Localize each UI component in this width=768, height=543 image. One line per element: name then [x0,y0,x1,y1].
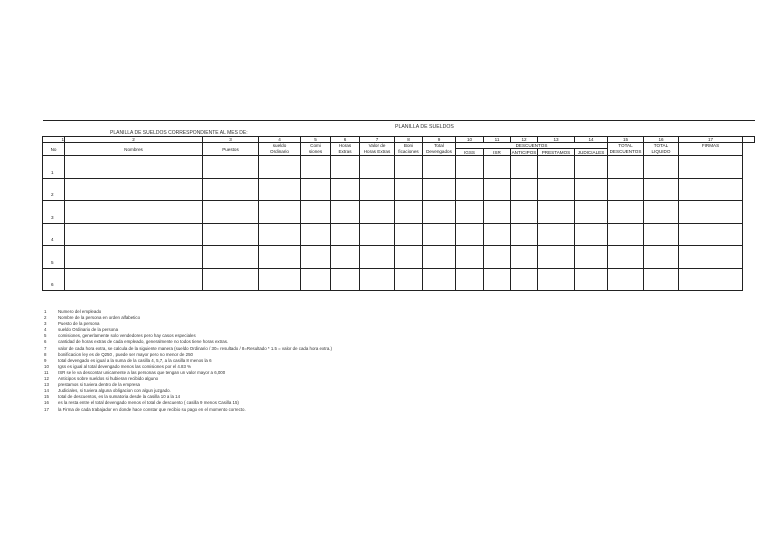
col-num-6: 6 [331,137,360,143]
col-num-4: 4 [259,137,301,143]
row-extra-cell [743,268,755,291]
table-cell[interactable] [679,178,743,201]
header-total-bottom: Devengados [423,149,456,156]
note-text: bonificacion ley es de Q250 , puede ser mayor pero no menor de 250 [58,351,193,357]
table-cell[interactable] [203,156,259,179]
note-text: Anticipos sobre sueldos si hubieran recibido alguno [58,376,159,382]
header-total-liq-bottom: LIQUIDO [644,149,679,156]
table-cell[interactable] [575,268,608,291]
table-cell[interactable] [575,156,608,179]
col-num-15: 15 [608,137,644,143]
note-number: 6 [44,339,47,345]
table-cell[interactable] [456,223,484,246]
header-bonif-bottom: ficaciones [395,149,423,156]
table-cell[interactable] [423,268,456,291]
table-cell[interactable] [203,268,259,291]
table-cell[interactable] [423,156,456,179]
table-cell[interactable] [301,223,331,246]
table-cell[interactable] [608,268,644,291]
header-bonif-top: Boni [395,143,423,149]
table-cell[interactable] [456,156,484,179]
header-sueldo-top: sueldo [259,143,301,149]
note-text: Igss es igual al total devengado menos las comisiones por el 4.83 % [58,363,192,369]
note-number: 11 [44,369,49,375]
header-firmas: FIRMAS [679,143,743,156]
note-text: sueldo Ordinario de la persona [58,327,119,333]
col-num-5: 5 [301,137,331,143]
row-number: 4 [43,223,65,246]
table-cell[interactable] [575,178,608,201]
note-number: 17 [44,406,49,412]
table-cell[interactable] [679,201,743,224]
table-cell[interactable] [484,246,511,269]
header-comisiones-top: Comi [301,143,331,149]
table-cell[interactable] [331,268,360,291]
table-cell[interactable] [331,223,360,246]
table-row [43,201,755,224]
note-item [44,407,332,413]
note-text: comisiones, generlamente solo vendedores pero hay casos especiales [58,333,196,339]
col-num-14: 14 [575,137,608,143]
title-row [43,121,755,137]
header-extra [743,143,755,156]
employee-rows [43,156,755,291]
table-row [43,223,755,246]
table-cell[interactable] [538,156,575,179]
header-valor-bottom: Horas Extras [360,149,395,156]
row-number: 6 [43,268,65,291]
note-text: Judiciales, si tuviera alguna obligacion con algun juzgado. [58,388,171,394]
header-total-liq-top: TOTAL [644,143,679,149]
table-cell[interactable] [511,268,538,291]
table-row [43,246,755,269]
sheet-title: PLANILLA DE SUELDOS [395,124,454,130]
table-cell[interactable] [203,223,259,246]
header-anticipos: ANTICIPOS [511,149,537,155]
table-cell[interactable] [538,201,575,224]
note-number: 5 [44,333,47,339]
note-number: 2 [44,315,47,321]
table-cell[interactable] [679,223,743,246]
table-cell[interactable] [65,156,203,179]
table-cell[interactable] [679,268,743,291]
table-cell[interactable] [259,178,301,201]
col-num-16: 16 [644,137,679,143]
payroll-table [42,120,755,291]
row-number: 3 [43,201,65,224]
table-cell[interactable] [679,156,743,179]
col-num-11: 11 [484,137,511,143]
table-cell[interactable] [331,246,360,269]
table-row [43,156,755,179]
table-cell[interactable] [575,223,608,246]
header-total-top: Total [423,143,456,149]
row-number: 1 [43,156,65,179]
table-cell[interactable] [511,156,538,179]
table-cell[interactable] [360,268,395,291]
row-extra-cell [743,223,755,246]
table-cell[interactable] [608,201,644,224]
row-extra-cell [743,178,755,201]
table-cell[interactable] [203,178,259,201]
table-cell[interactable] [395,268,423,291]
note-text: total devengado es igual a la suma de la casilla 4, 5,7, a la casilla 8 menos la 6 [58,357,212,363]
row-extra-cell [743,246,755,269]
table-cell[interactable] [395,201,423,224]
table-cell[interactable] [301,178,331,201]
note-number: 10 [44,363,49,369]
note-number: 14 [44,388,49,394]
table-cell[interactable] [644,268,679,291]
table-cell[interactable] [644,156,679,179]
col-num-17: 17 [679,137,743,143]
header-sueldo-bottom: Ordinario [259,149,301,156]
table-cell[interactable] [65,246,203,269]
table-cell[interactable] [608,178,644,201]
note-text: la Firma de cada trabajador en donde hace constar que recibio su pago en el momento correcto. [58,406,246,412]
table-cell[interactable] [259,201,301,224]
col-num-7: 7 [360,137,395,143]
table-cell[interactable] [65,268,203,291]
table-cell[interactable] [456,201,484,224]
table-cell[interactable] [395,156,423,179]
table-cell[interactable] [423,246,456,269]
table-cell[interactable] [484,223,511,246]
table-cell[interactable] [575,201,608,224]
note-number: 12 [44,376,49,382]
header-total-desc-top: TOTAL [608,143,644,149]
table-cell[interactable] [360,156,395,179]
note-number: 16 [44,400,49,406]
table-cell[interactable] [538,246,575,269]
table-cell[interactable] [203,246,259,269]
header-valor-top: Valor de [360,143,395,149]
table-cell[interactable] [360,246,395,269]
table-cell[interactable] [608,223,644,246]
table-cell[interactable] [608,246,644,269]
table-cell[interactable] [423,223,456,246]
header-horas-top: Horas [331,143,360,149]
header-puestos: Puestos [203,143,259,156]
note-number: 4 [44,327,47,333]
table-row [43,268,755,291]
table-cell[interactable] [484,201,511,224]
row-extra-cell [743,201,755,224]
header-nombres: Nombres [65,143,203,156]
note-text: es la resta entre el total devengado menos el total de descuento ( casilla 9 menos Casilla 15) [58,400,239,406]
table-cell[interactable] [511,201,538,224]
note-number: 8 [44,351,47,357]
table-cell[interactable] [575,246,608,269]
table-cell[interactable] [395,178,423,201]
note-number: 9 [44,357,47,363]
note-number: 7 [44,345,47,351]
header-isr: ISR [484,149,511,156]
table-cell[interactable] [259,246,301,269]
header-total-desc-bottom: DESCUENTOS [608,149,644,156]
table-cell[interactable] [644,223,679,246]
table-cell[interactable] [259,223,301,246]
note-number: 13 [44,382,49,388]
table-cell[interactable] [331,201,360,224]
table-cell[interactable] [456,246,484,269]
table-cell[interactable] [301,246,331,269]
table-cell[interactable] [511,223,538,246]
table-cell[interactable] [511,246,538,269]
table-cell[interactable] [484,178,511,201]
table-cell[interactable] [644,178,679,201]
table-cell[interactable] [395,246,423,269]
table-cell[interactable] [538,268,575,291]
header-no: No [43,143,65,156]
table-cell[interactable] [203,201,259,224]
row-number: 2 [43,178,65,201]
col-num-13: 13 [538,137,575,143]
note-text: Numero del empleado [58,309,102,314]
note-number: 1 [44,309,47,314]
notes-list [44,309,332,413]
header-judiciales: JUDICIALES [575,149,608,156]
table-cell[interactable] [360,178,395,201]
table-cell[interactable] [65,223,203,246]
col-num-1: 1 [43,137,65,143]
table-cell[interactable] [511,178,538,201]
note-text: Nombre de la persona en orden alfabetico [58,315,141,321]
table-cell[interactable] [644,246,679,269]
table-cell[interactable] [301,268,331,291]
note-number: 15 [44,394,49,400]
table-cell[interactable] [608,156,644,179]
note-text: valor de cada hora extra, se calcula de la siguiente manera (sueldo Ordinario / 30= resultado / 8=Resultado * 1.5 = valor de cada hora extra.) [58,345,332,351]
table-cell[interactable] [679,246,743,269]
table-cell[interactable] [259,268,301,291]
table-cell[interactable] [456,268,484,291]
col-num-9: 9 [423,137,456,143]
table-cell[interactable] [538,223,575,246]
header-comisiones-bottom: siones [301,149,331,156]
header-descuentos: DESCUENTOS [456,143,608,149]
table-cell[interactable] [484,268,511,291]
table-cell[interactable] [395,223,423,246]
table-cell[interactable] [331,156,360,179]
note-text: cantidad de horas extras de cada empleado, generalmente no todos tiene horas extras. [58,339,229,345]
header-horas-bottom: Extras [331,149,360,156]
note-text: prestamos si tuviera dentro de la empresa [58,382,140,388]
table-cell[interactable] [331,178,360,201]
note-number: 3 [44,321,47,327]
col-num-3: 3 [203,137,259,143]
row-number: 5 [43,246,65,269]
note-text: ISR se le va descontar unicamente a las personas que tengan un valor mayor a 6,000 [58,369,226,375]
table-cell[interactable] [423,201,456,224]
table-cell[interactable] [65,201,203,224]
table-cell[interactable] [423,178,456,201]
note-text: total de descuentos, es la sumatoria desde la casilla 10 a la 14 [58,394,181,400]
table-cell[interactable] [360,201,395,224]
table-cell[interactable] [484,156,511,179]
col-num-12: 12 [511,137,538,143]
col-num-8: 8 [395,137,423,143]
table-cell[interactable] [259,156,301,179]
table-cell[interactable] [456,178,484,201]
table-cell[interactable] [644,201,679,224]
table-cell[interactable] [301,156,331,179]
row-extra-cell [743,156,755,179]
header-igss: IGSS [456,149,484,156]
table-cell[interactable] [538,178,575,201]
col-num-2: 2 [65,137,203,143]
header-prestamos: PRESTAMOS [538,149,575,156]
table-row [43,178,755,201]
table-cell[interactable] [301,201,331,224]
sheet-subtitle: PLANILLA DE SUELDOS CORRESPONDIENTE AL MES DE: [110,130,248,136]
note-text: Puesto de la persona [58,321,100,327]
table-cell[interactable] [360,223,395,246]
table-cell[interactable] [65,178,203,201]
col-num-10: 10 [456,137,484,143]
